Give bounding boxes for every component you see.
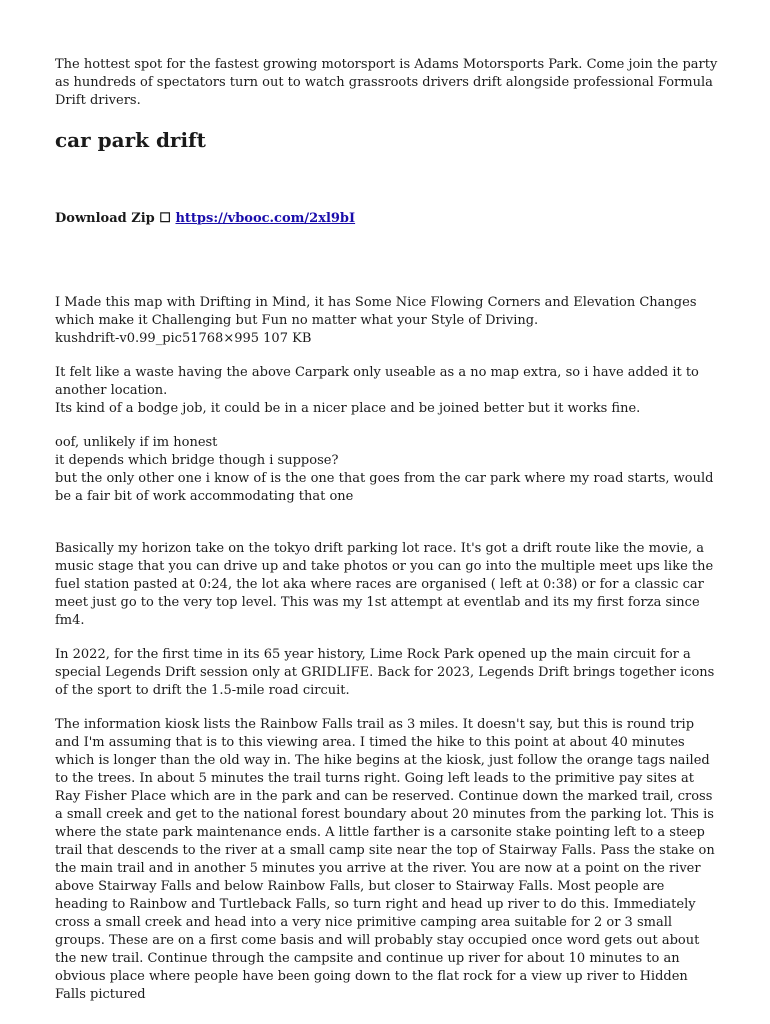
bridge-reply: [55, 434, 720, 506]
horizon-paragraph: Basically my horizon take on the tokyo drift parking lot race. It's got a drift route like the movie, a music stage that you can drive up and take photos or you can go into the multiple meet ups like the fuel station pasted at 0:24, the lot aka where races are organised ( left at 0:38) or for a classic car meet just go to the very top level. This was my 1st attempt at eventlab and its my first forza since fm4.: [55, 541, 714, 628]
carpark-note-line-2: Its kind of a bodge job, it could be in a nicer place and be joined better but it works fine.: [55, 401, 641, 416]
article: [55, 56, 720, 1004]
bridge-reply-line-2: it depends which bridge though i suppose?: [55, 453, 339, 468]
carpark-note-line-1: It felt like a waste having the above Carpark only useable as a no map extra, so i have added it to another location.: [55, 365, 699, 398]
download-line: [55, 210, 720, 228]
download-link[interactable]: https://vbooc.com/2xl9bI: [175, 211, 356, 226]
carpark-note: [55, 364, 720, 418]
intro-paragraph: The hottest spot for the fastest growing motorsport is Adams Motorsports Park. Come join the party as hundreds of spectators turn out to watch grassroots drivers drift alongside professional Formula Drift drivers.: [55, 57, 718, 108]
bridge-reply-line-1: oof, unlikely if im honest: [55, 435, 218, 450]
image-caption: kushdrift-v0.99_pic51768×995 107 KB: [55, 331, 312, 346]
lime-rock-paragraph: In 2022, for the first time in its 65 year history, Lime Rock Park opened up the main circuit for a special Legends Drift session only at GRIDLIFE. Back for 2023, Legends Drift brings together icons of the sport to drift the 1.5-mile road circuit.: [55, 647, 715, 698]
map-description: [55, 294, 720, 348]
map-description-text: I Made this map with Drifting in Mind, it has Some Nice Flowing Corners and Elevation Changes which make it Challenging but Fun no matter what your Style of Driving.: [55, 295, 697, 328]
download-label: Download Zip ☐: [55, 211, 176, 226]
bridge-reply-line-3: but the only other one i know of is the one that goes from the car park where my road starts, would be a fair bit of work accommodating that one: [55, 471, 714, 504]
page-title: car park drift: [55, 128, 206, 152]
rainbow-falls-paragraph: The information kiosk lists the Rainbow Falls trail as 3 miles. It doesn't say, but this is round trip and I'm assuming that is to this viewing area. I timed the hike to this point at about 40 minutes which is longer than the old way in. The hike begins at the kiosk, just follow the orange tags nailed to the trees. In about 5 minutes the trail turns right. Going left leads to the primitive pay sites at Ray Fisher Place which are in the park and can be reserved. Continue down the marked trail, cross a small creek and get to the national forest boundary about 20 minutes from the parking lot. This is where the state park maintenance ends. A little farther is a carsonite stake pointing left to a steep trail that descends to the river at a small camp site near the top of Stairway Falls. Pass the stake on the main trail and in another 5 minutes you arrive at the river. You are now at a point on the river above Stairway Falls and below Rainbow Falls, but closer to Stairway Falls. Most people are heading to Rainbow and Turtleback Falls, so turn right and head up river to do this. Immediately cross a small creek and head into a very nice primitive camping area suitable for 2 or 3 small groups. These are on a first come basis and will probably stay occupied once word gets out about the new trail. Continue through the campsite and continue up river for about 10 minutes to an obvious place where people have been going down to the flat rock for a view up river to Hidden Falls pictured: [55, 717, 715, 1002]
